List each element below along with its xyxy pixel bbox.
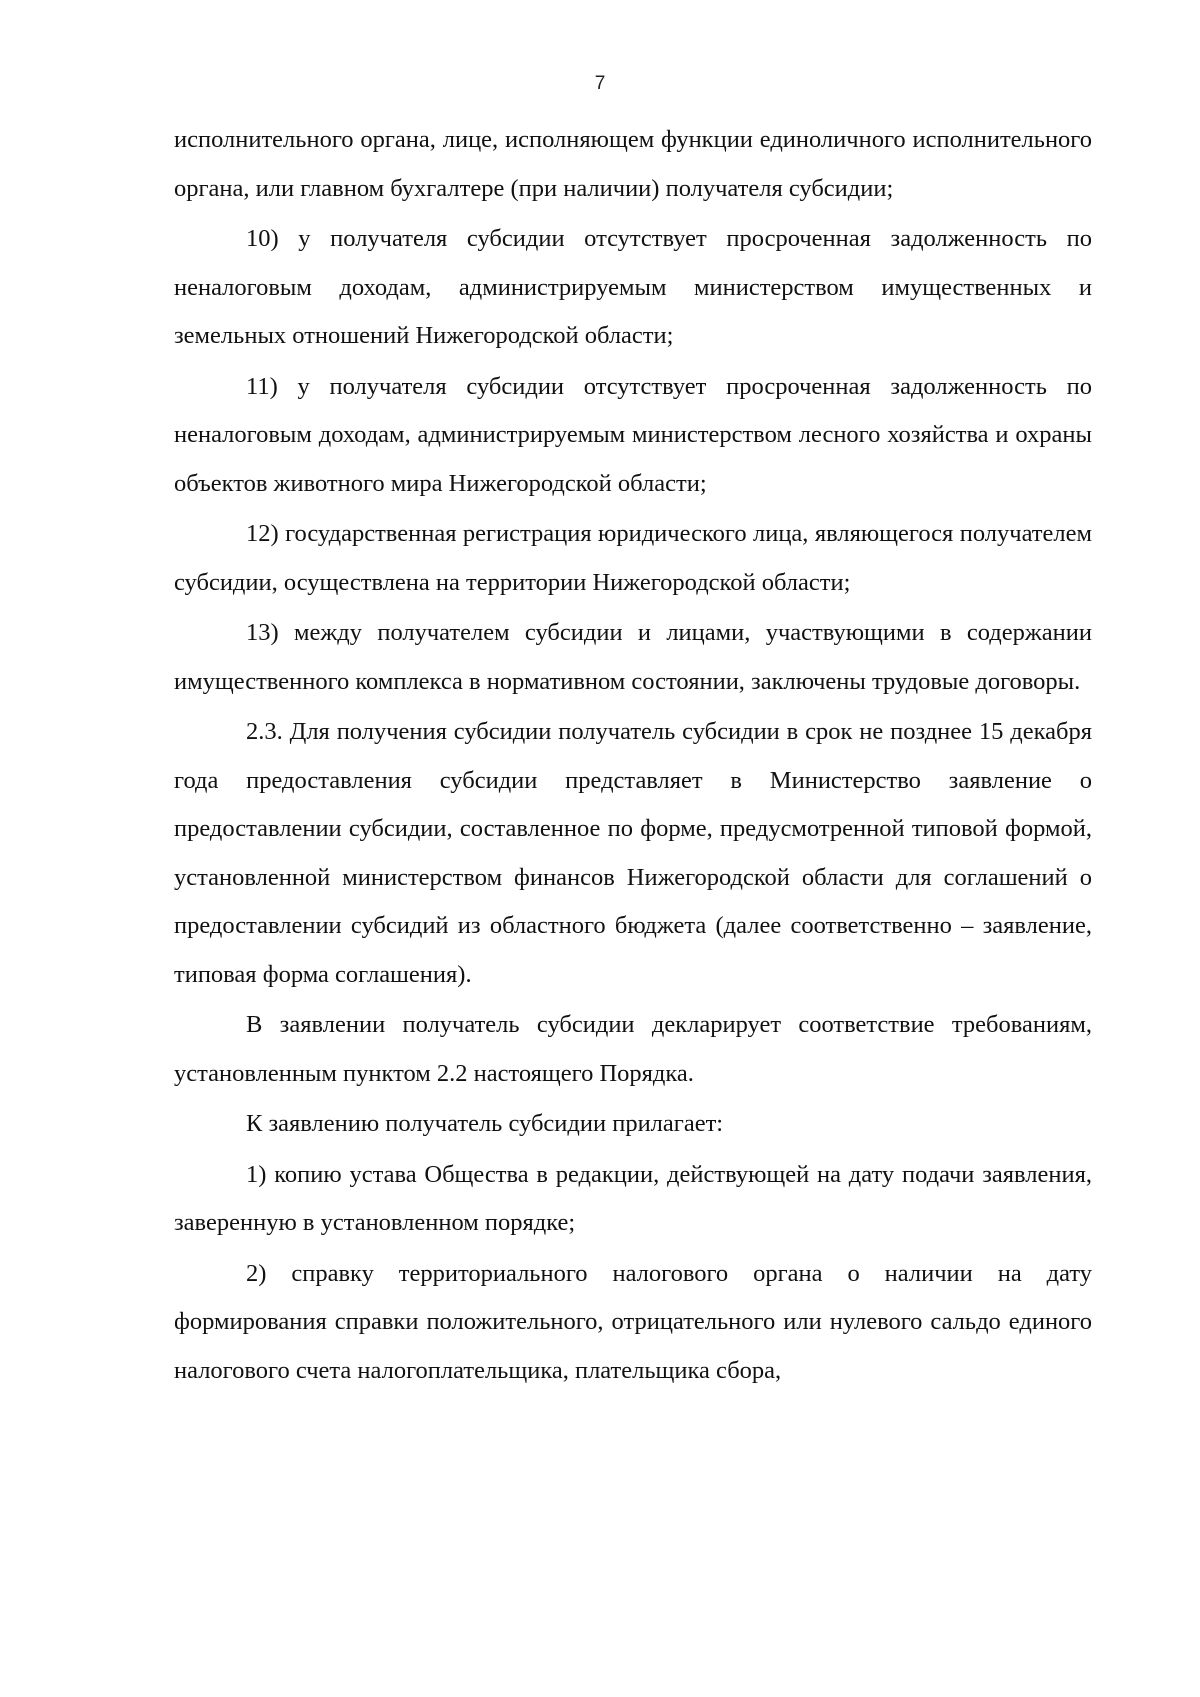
paragraph-item-10: 10) у получателя субсидии отсутствует просроченная задолженность по неналоговым доходам, администрируемым министерством имущественных и земельных отношений Нижегородской области; bbox=[174, 225, 1092, 349]
page-number: 7 bbox=[594, 73, 606, 94]
paragraph-declaration: В заявлении получатель субсидии декларирует соответствие требованиям, установленным пунктом 2.2 настоящего Порядка. bbox=[174, 1011, 1092, 1087]
paragraph-continuation: исполнительного органа, лице, исполняющем функции единоличного исполнительного органа, или главном бухгалтере (при наличии) получателя субсидии; bbox=[174, 126, 1092, 202]
paragraph-attachment-1: 1) копию устава Общества в редакции, действующей на дату подачи заявления, заверенную в установленном порядке; bbox=[174, 1160, 1092, 1236]
document-body bbox=[174, 116, 1092, 1397]
paragraph-item-11: 11) у получателя субсидии отсутствует просроченная задолженность по неналоговым доходам, администрируемым министерством лесного хозяйства и охраны объектов животного мира Нижегородской области; bbox=[174, 372, 1092, 497]
paragraph-item-13: 13) между получателем субсидии и лицами, участвующими в содержании имущественного комплекса в нормативном состоянии, заключены трудовые договоры. bbox=[174, 619, 1092, 695]
paragraph-section-2-3: 2.3. Для получения субсидии получатель субсидии в срок не позднее 15 декабря года предоставления субсидии представляет в Министерство заявление о предоставлении субсидии, составленное по форме, предусмотренной типовой формой, установленной министерством финансов Нижегородской области для соглашений о предоставлении субсидий из областного бюджета (далее соответственно – заявление, типовая форма соглашения). bbox=[174, 718, 1092, 988]
paragraph-attachment-2: 2) справку территориального налогового органа о наличии на дату формирования справки положительного, отрицательного или нулевого сальдо единого налогового счета налогоплательщика, плательщика сбора, bbox=[174, 1259, 1092, 1384]
paragraph-attachments-intro: К заявлению получатель субсидии прилагает: bbox=[246, 1110, 724, 1137]
paragraph-item-12: 12) государственная регистрация юридического лица, являющегося получателем субсидии, осуществлена на территории Нижегородской области; bbox=[174, 520, 1092, 596]
